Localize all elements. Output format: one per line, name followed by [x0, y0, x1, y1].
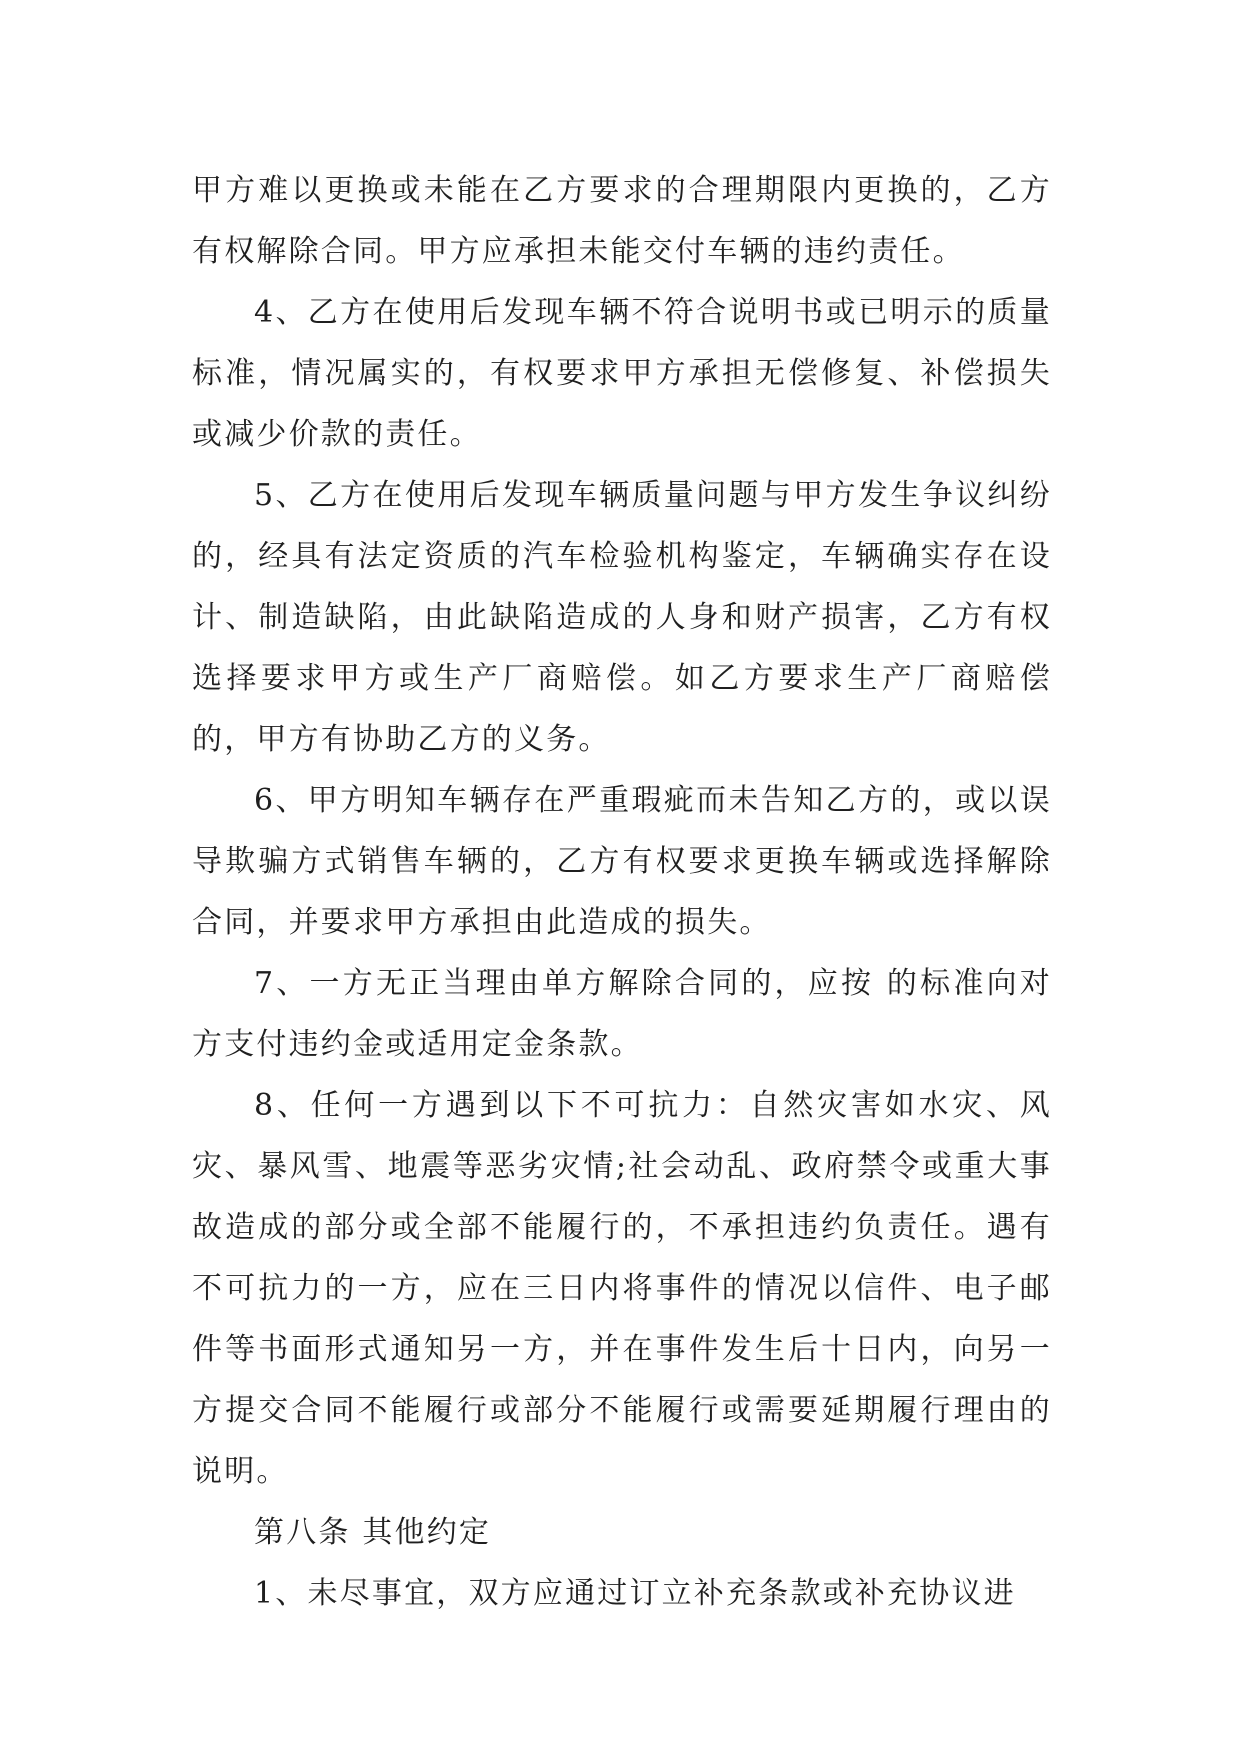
document-page	[192, 160, 1052, 1624]
paragraph-7: 1、未尽事宜，双方应通过订立补充条款或补充协议进	[254, 1576, 1016, 1611]
paragraph-3: 5、乙方在使用后发现车辆质量问题与甲方发生争议纠纷的，经具有法定资质的汽车检验机构鉴定，车辆确实存在设计、制造缺陷，由此缺陷造成的人身和财产损害，乙方有权选择要求甲方或生产厂商赔偿。如乙方要求生产厂商赔偿的，甲方有协助乙方的义务。	[192, 478, 1052, 757]
paragraph-6: 8、任何一方遇到以下不可抗力：自然灾害如水灾、风灾、暴风雪、地震等恶劣灾情;社会动乱、政府禁令或重大事故造成的部分或全部不能履行的，不承担违约负责任。遇有不可抗力的一方，应在三日内将事件的情况以信件、电子邮件等书面形式通知另一方，并在事件发生后十日内，向另一方提交合同不能履行或部分不能履行或需要延期履行理由的说明。	[192, 1088, 1052, 1489]
paragraph-4: 6、甲方明知车辆存在严重瑕疵而未告知乙方的，或以误导欺骗方式销售车辆的，乙方有权要求更换车辆或选择解除合同，并要求甲方承担由此造成的损失。	[192, 783, 1052, 940]
paragraph-5: 7、一方无正当理由单方解除合同的，应按 的标准向对方支付违约金或适用定金条款。	[192, 966, 1052, 1062]
section-heading-article-8: 第八条 其他约定	[254, 1515, 492, 1550]
paragraph-2: 4、乙方在使用后发现车辆不符合说明书或已明示的质量标准，情况属实的，有权要求甲方承担无偿修复、补偿损失或减少价款的责任。	[192, 295, 1052, 452]
paragraph-1: 甲方难以更换或未能在乙方要求的合理期限内更换的，乙方有权解除合同。甲方应承担未能交付车辆的违约责任。	[192, 173, 1052, 269]
